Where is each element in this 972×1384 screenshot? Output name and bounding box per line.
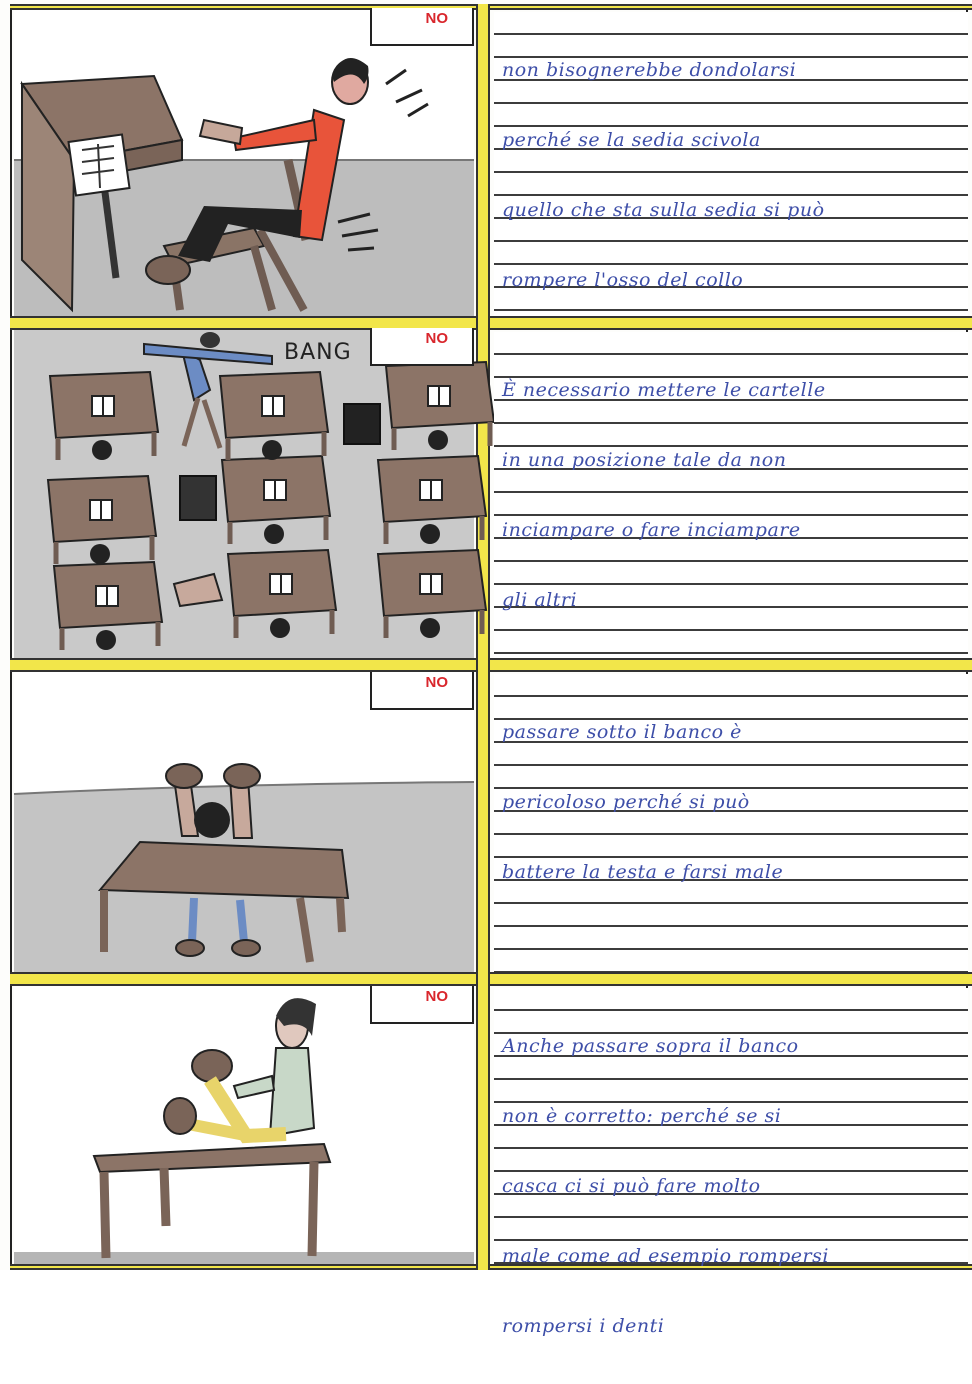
text-line: Anche passare sopra il banco bbox=[502, 1035, 799, 1057]
text-line: inciampare o fare inciampare bbox=[502, 519, 801, 541]
handwritten-text bbox=[502, 12, 964, 338]
drawing-over-desk bbox=[14, 986, 474, 1264]
no-label-box bbox=[370, 986, 474, 1024]
no-label: NO bbox=[425, 674, 448, 691]
drawing-classroom-bags bbox=[14, 330, 474, 658]
drawing-panel-1 bbox=[14, 10, 474, 316]
text-line: in una posizione tale da non bbox=[502, 449, 787, 471]
bang-sound-effect: BANG bbox=[284, 340, 352, 365]
text-line: quello che sta sulla sedia si può bbox=[502, 199, 825, 221]
text-line: rompere l'osso del collo bbox=[502, 269, 744, 291]
drawing-panel-4 bbox=[14, 986, 474, 1264]
text-line: non bisognerebbe dondolarsi bbox=[502, 59, 797, 81]
no-label-box bbox=[370, 672, 474, 710]
text-line: gli altri bbox=[502, 589, 578, 611]
text-line: passare sotto il banco è bbox=[502, 721, 742, 743]
band-2 bbox=[10, 658, 972, 672]
no-label: NO bbox=[425, 988, 448, 1005]
writing-area-2 bbox=[494, 332, 968, 658]
text-line: pericoloso perché si può bbox=[502, 791, 750, 813]
band-3 bbox=[10, 972, 972, 986]
writing-area-4 bbox=[494, 988, 968, 1337]
text-line: rompersi i denti bbox=[502, 1315, 665, 1337]
no-label-box bbox=[370, 8, 474, 46]
text-line: male come ad esempio rompersi bbox=[502, 1245, 829, 1267]
drawing-panel-3 bbox=[14, 672, 474, 972]
no-label-box bbox=[370, 328, 474, 366]
no-label: NO bbox=[425, 330, 448, 347]
text-line: battere la testa e farsi male bbox=[502, 861, 784, 883]
writing-area-1 bbox=[494, 12, 968, 316]
no-label: NO bbox=[425, 10, 448, 27]
handwritten-text bbox=[502, 988, 964, 1384]
handwritten-text bbox=[502, 332, 964, 658]
drawing-panel-2 bbox=[14, 330, 474, 658]
handwritten-text bbox=[502, 674, 964, 930]
drawing-chair-tipping bbox=[14, 10, 474, 316]
text-line: È necessario mettere le cartelle bbox=[502, 379, 826, 401]
band-vertical bbox=[476, 4, 490, 1270]
text-line: casca ci si può fare molto bbox=[502, 1175, 761, 1197]
text-line: non è corretto: perché se si bbox=[502, 1105, 782, 1127]
text-line: perché se la sedia scivola bbox=[502, 129, 761, 151]
drawing-under-desk bbox=[14, 672, 474, 972]
writing-area-3 bbox=[494, 674, 968, 972]
